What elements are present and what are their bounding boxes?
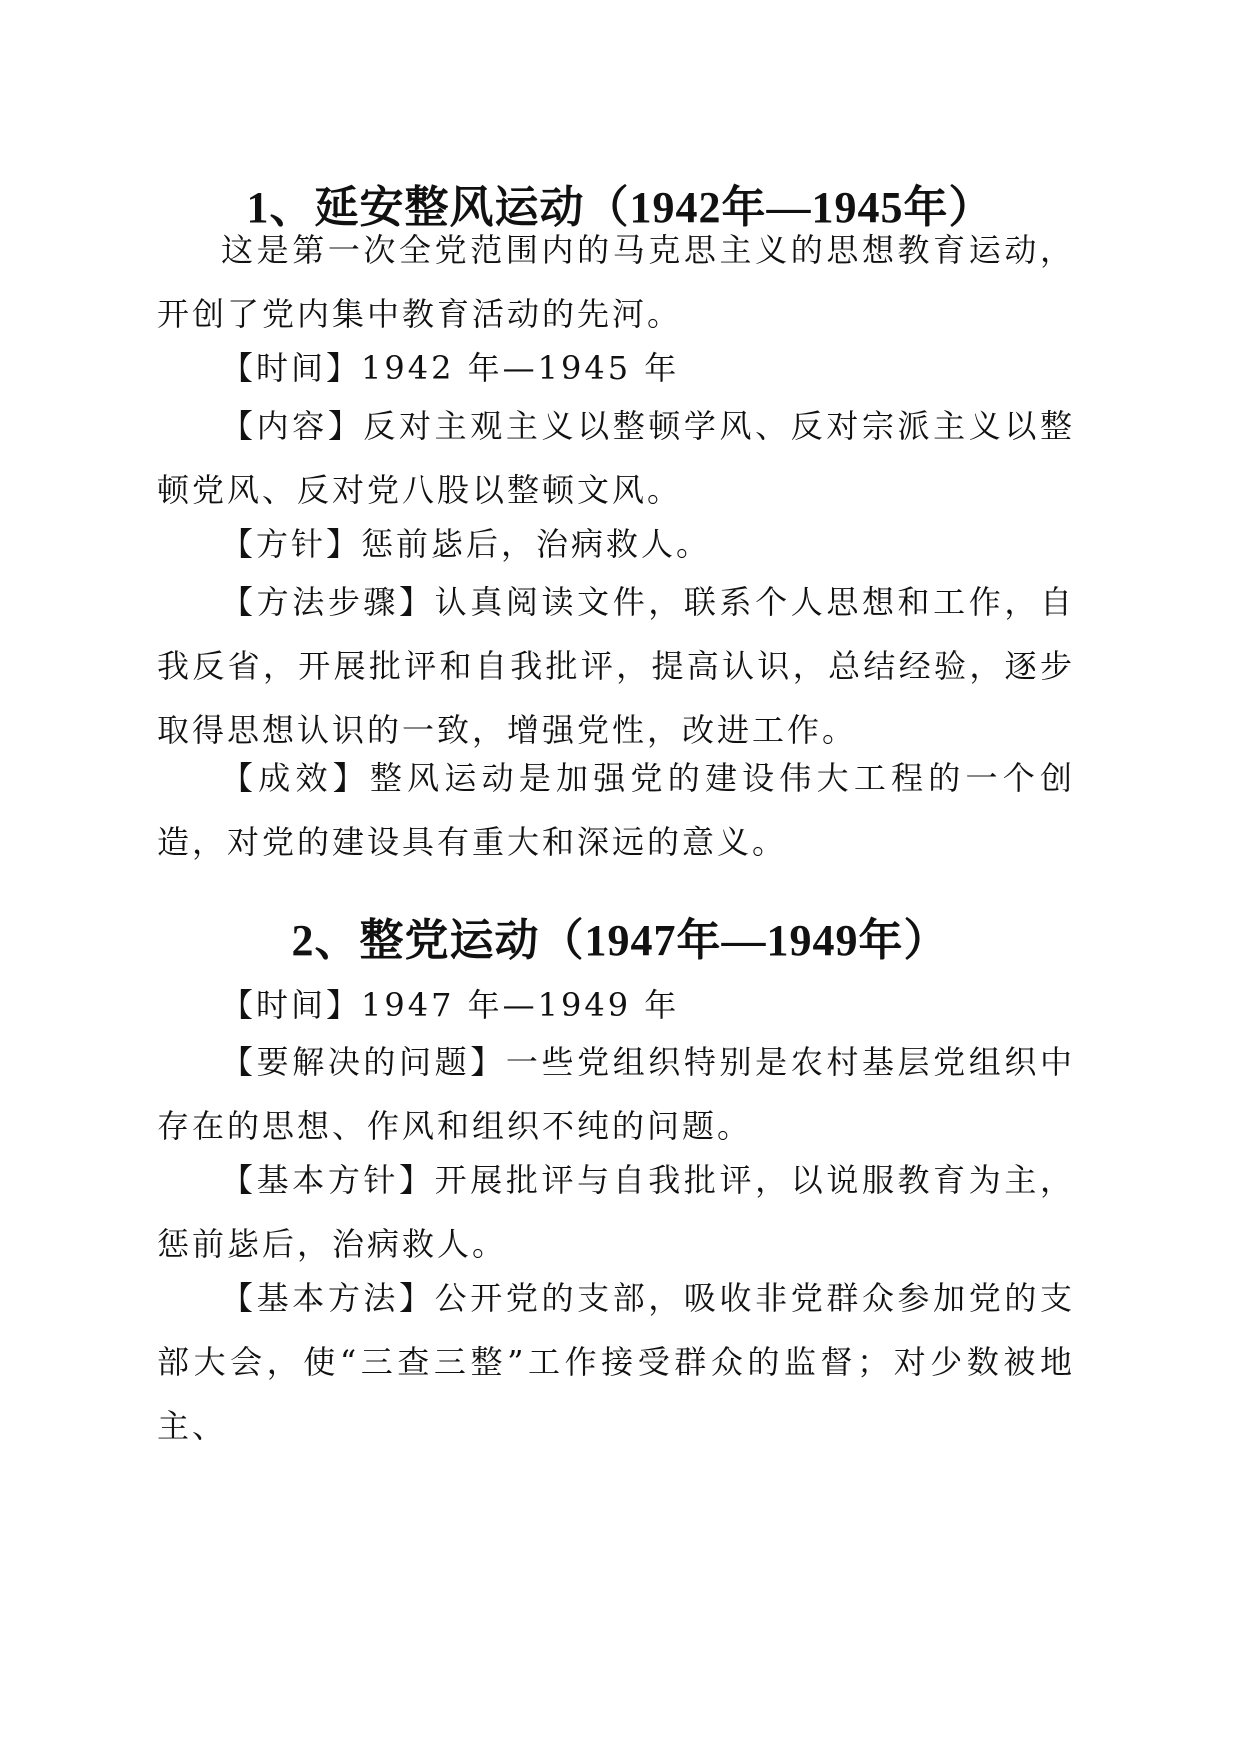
section1-method: 【方法步骤】认真阅读文件，联系个人思想和工作，自我反省，开展批评和自我批评，提高认识，总结经验，逐步取得思想认识的一致，增强党性，改进工作。 [157,583,1075,749]
section1-heading: 1、延安整风运动（1942年—1945年） [246,183,994,232]
section2-time: 【时间】1947 年—1949 年 [221,986,680,1024]
section2-policy: 【基本方针】开展批评与自我批评，以说服教育为主，惩前毖后，治病救人。 [157,1161,1075,1263]
section1-content: 【内容】反对主观主义以整顿学风、反对宗派主义以整顿党风、反对党八股以整顿文风。 [157,407,1075,509]
section2-problem: 【要解决的问题】一些党组织特别是农村基层党组织中存在的思想、作风和组织不纯的问题。 [157,1043,1075,1145]
section2-heading: 2、整党运动（1947年—1949年） [291,916,949,965]
section1-intro: 这是第一次全党范围内的马克思主义的思想教育运动，开创了党内集中教育活动的先河。 [157,231,1075,333]
section1-policy: 【方针】惩前毖后，治病救人。 [221,525,712,563]
section1-result: 【成效】整风运动是加强党的建设伟大工程的一个创造，对党的建设具有重大和深远的意义。 [157,759,1075,861]
section1-time: 【时间】1942 年—1945 年 [221,349,680,387]
section2-method: 【基本方法】公开党的支部，吸收非党群众参加党的支部大会，使“三查三整”工作接受群众的监督；对少数被地主、 [157,1279,1075,1445]
